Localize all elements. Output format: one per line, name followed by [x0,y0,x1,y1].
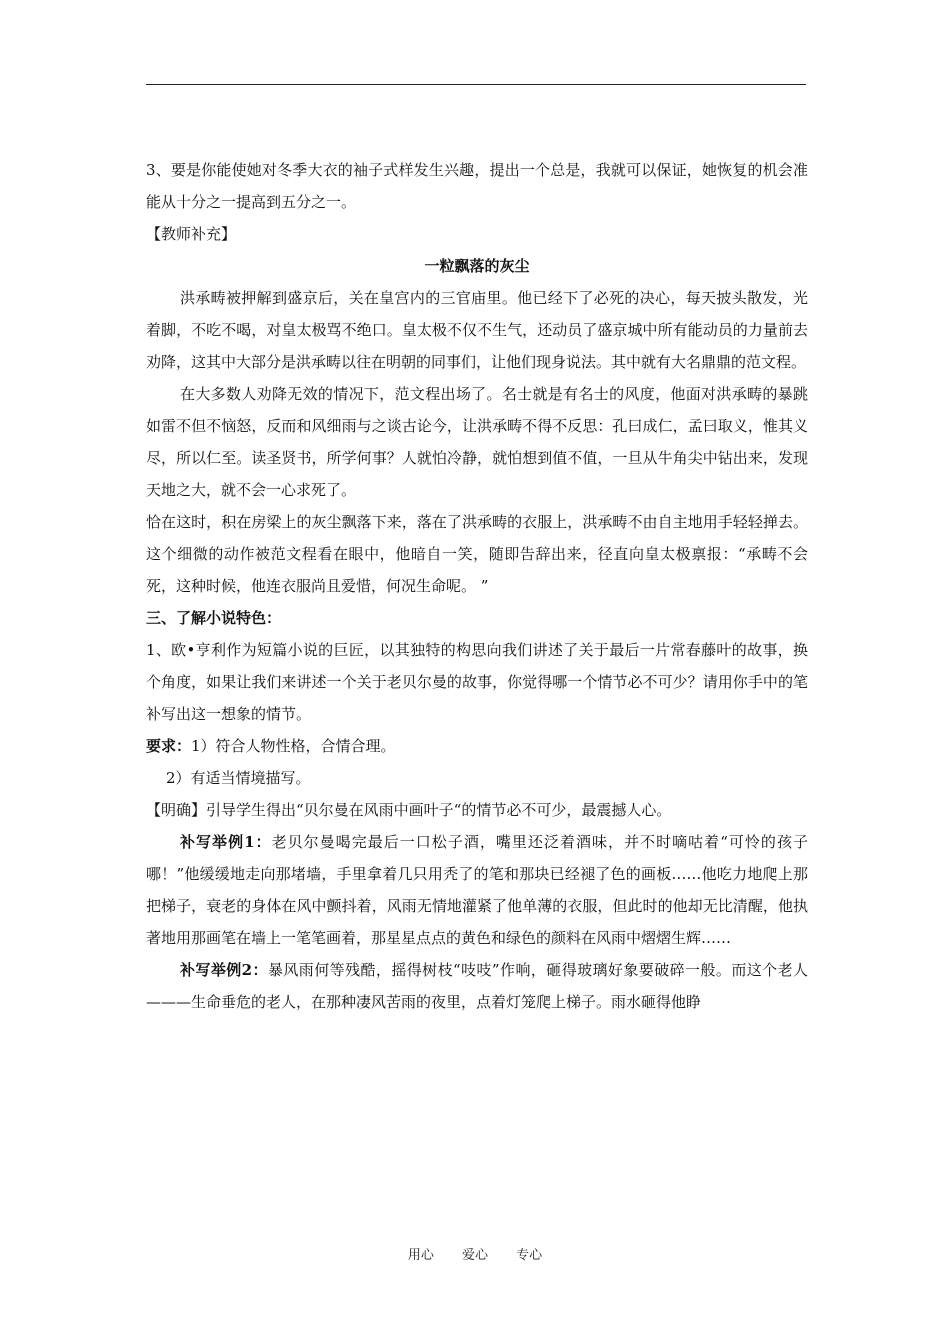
example-2-text: 暴风雨何等残酷，摇得树枝“吱吱”作响，砸得玻璃好象要破碎一般。而这个老人———生命垂危的老人，在那种凄风苦雨的夜里，点着灯笼爬上梯子。雨水砸得他睁 [146,961,808,1011]
header-rule [146,84,806,85]
requirement-1: 1）符合人物性格，合情合理。 [191,737,396,755]
teacher-supplement-heading: 【教师补充】 [146,225,237,243]
footer-item-3: 专心 [516,1248,543,1263]
example-1-text: 老贝尔曼喝完最后一口松子酒，嘴里还泛着酒味，并不时嘀咕着“可怜的孩子哪！”他缓缓地走向那堵墙，手里拿着几只用秃了的笔和那块已经褪了色的画板……他吃力地爬上那把梯子，衰老的身体在风中颤抖着，风雨无情地灌紧了他单薄的衣服，但此时的他却无比清醒，他执著地用那画笔在墙上一笔笔画着，那星星点点的黄色和绿色的颜料在风雨中熠熠生辉…… [146,833,808,947]
footer-item-1: 用心 [407,1248,434,1263]
requirement-label: 要求： [146,737,192,755]
section-3-title: 三、了解小说特色： [146,609,282,627]
story-title: 一粒飘落的灰尘 [424,257,530,275]
requirement-1-line [146,730,808,762]
story-paragraph-3: 恰在这时，积在房梁上的灰尘飘落下来，落在了洪承畴的衣服上，洪承畴不由自主地用手轻轻掸去。这个细微的动作被范文程看在眼中，他暗自一笑，随即告辞出来，径直向皇太极禀报：“承畴不会死，这种时候，他连衣服尚且爱惜，何况生命呢。 ” [146,513,808,595]
task-1: 1、欧•亨利作为短篇小说的巨匠，以其独特的构思向我们讲述了关于最后一片常春藤叶的故事，换个角度，如果让我们来讲述一个关于老贝尔曼的故事，你觉得哪一个情节必不可少？请用你手中的笔补写出这一想象的情节。 [146,641,808,723]
requirement-2: 2）有适当情境描写。 [166,769,311,787]
footer-item-2: 爱心 [461,1248,488,1263]
example-2-paragraph [146,954,808,1018]
clarify-paragraph: 【明确】引导学生得出“贝尔曼在风雨中画叶子“的情节必不可少，最震撼人心。 [146,801,672,819]
example-1-label: 补写举例1： [180,833,272,851]
example-1-paragraph [146,826,808,954]
story-paragraph-2: 在大多数人劝降无效的情况下，范文程出场了。名士就是有名士的风度，他面对洪承畴的暴跳如雷不但不恼怒，反而和风细雨与之谈古论今，让洪承畴不得不反思：孔曰成仁，孟曰取义，惟其义尽，所以仁至。读圣贤书，所学何事？人就怕冷静，就怕想到值不值，一旦从牛角尖中钻出来，发现天地之大，就不会一心求死了。 [146,385,808,499]
story-paragraph-1: 洪承畴被押解到盛京后，关在皇宫内的三官庙里。他已经下了必死的决心，每天披头散发，光着脚，不吃不喝，对皇太极骂不绝口。皇太极不仅不生气，还动员了盛京城中所有能动员的力量前去劝降，这其中大部分是洪承畴以往在明朝的同事们，让他们现身说法。其中就有大名鼎鼎的范文程。 [146,289,808,371]
paragraph-3: 3、要是你能使她对冬季大衣的袖子式样发生兴趣，提出一个总是，我就可以保证，她恢复的机会准能从十分之一提高到五分之一。 [146,161,808,211]
example-2-label: 补写举例2： [180,961,268,979]
page-footer [0,1244,950,1263]
document-body [146,154,808,1018]
